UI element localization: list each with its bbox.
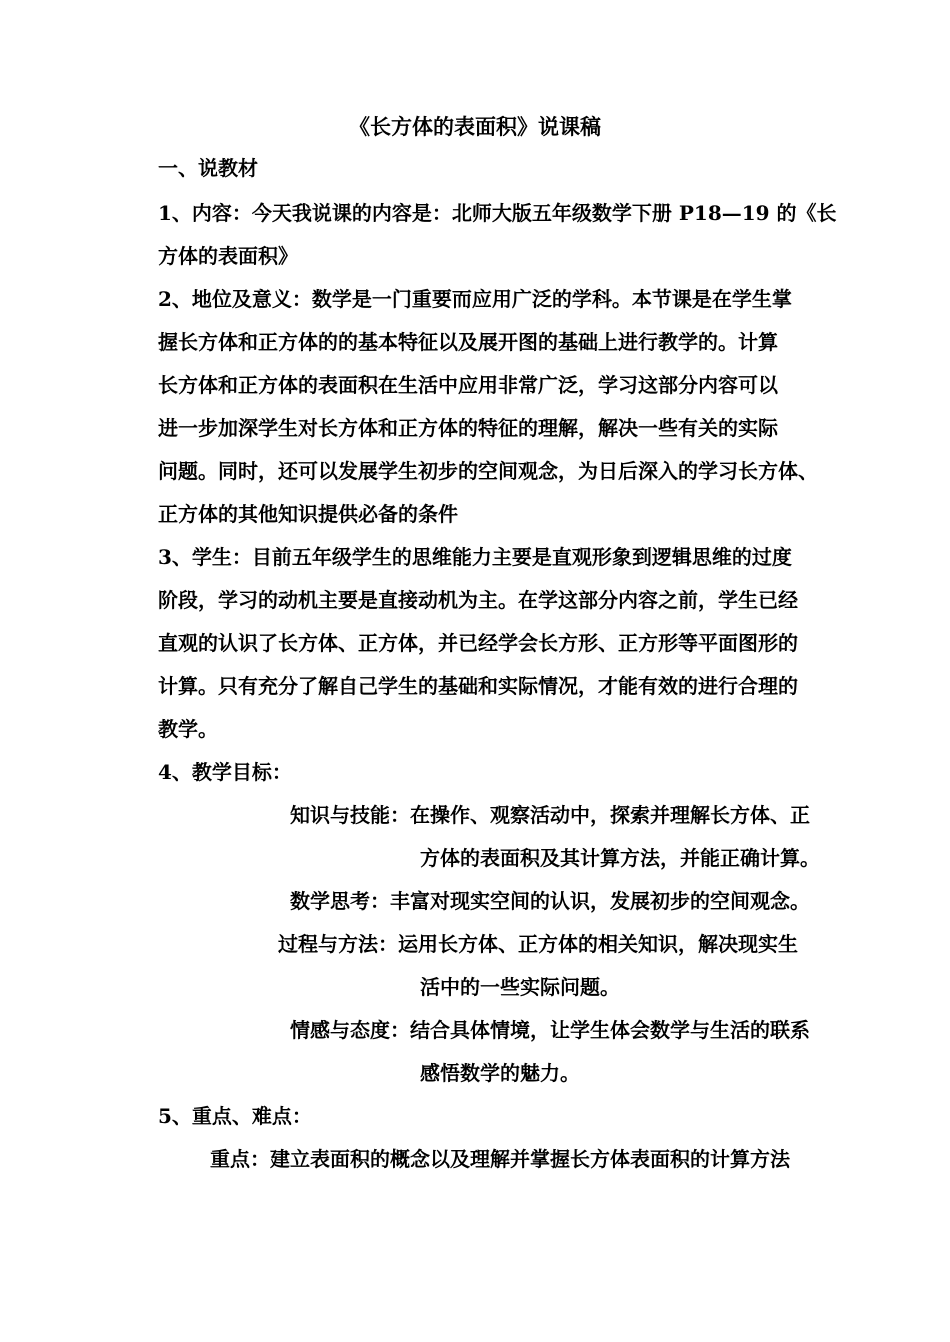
- students-paragraph-line: 直观的认识了长方体、正方体，并已经学会长方形、正方形等平面图形的: [158, 631, 798, 655]
- keypoints-focus-line: 重点：建立表面积的概念以及理解并掌握长方体表面积的计算方法: [210, 1147, 790, 1171]
- content-paragraph-line: 方体的表面积》: [158, 244, 298, 268]
- significance-paragraph-line: 正方体的其他知识提供必备的条件: [158, 502, 458, 526]
- students-paragraph-line: 阶段，学习的动机主要是直接动机为主。在学这部分内容之前，学生已经: [158, 588, 798, 612]
- significance-paragraph-line: 进一步加深学生对长方体和正方体的特征的理解，解决一些有关的实际: [158, 416, 778, 440]
- significance-paragraph-line: 长方体和正方体的表面积在生活中应用非常广泛，学习这部分内容可以: [158, 373, 778, 397]
- goal-process-line: 过程与方法：运用长方体、正方体的相关知识，解决现实生: [278, 932, 798, 956]
- content-paragraph-line: 1、内容：今天我说课的内容是：北师大版五年级数学下册 P18—19 的《长: [158, 201, 837, 225]
- document-title: 《长方体的表面积》说课稿: [349, 114, 601, 139]
- students-paragraph-line: 计算。只有充分了解自己学生的基础和实际情况，才能有效的进行合理的: [158, 674, 798, 698]
- significance-paragraph-line: 2、地位及意义：数学是一门重要而应用广泛的学科。本节课是在学生掌: [158, 287, 792, 311]
- keypoints-heading: 5、重点、难点：: [158, 1104, 312, 1128]
- goals-heading: 4、教学目标：: [158, 760, 292, 784]
- goal-process-line: 活中的一些实际问题。: [420, 975, 620, 999]
- significance-paragraph-line: 握长方体和正方体的的基本特征以及展开图的基础上进行教学的。计算: [158, 330, 778, 354]
- goal-thinking-line: 数学思考：丰富对现实空间的认识，发展初步的空间观念。: [290, 889, 810, 913]
- goal-knowledge-line: 方体的表面积及其计算方法，并能正确计算。: [420, 846, 820, 870]
- significance-paragraph-line: 问题。同时，还可以发展学生初步的空间观念，为日后深入的学习长方体、: [158, 459, 818, 483]
- section-heading-textbook: 一、说教材: [158, 156, 258, 180]
- goal-emotion-line: 情感与态度：结合具体情境，让学生体会数学与生活的联系: [290, 1018, 810, 1042]
- goal-knowledge-line: 知识与技能：在操作、观察活动中，探索并理解长方体、正: [290, 803, 810, 827]
- students-paragraph-line: 3、学生：目前五年级学生的思维能力主要是直观形象到逻辑思维的过度: [158, 545, 792, 569]
- goal-emotion-line: 感悟数学的魅力。: [420, 1061, 580, 1085]
- students-paragraph-line: 教学。: [158, 717, 218, 741]
